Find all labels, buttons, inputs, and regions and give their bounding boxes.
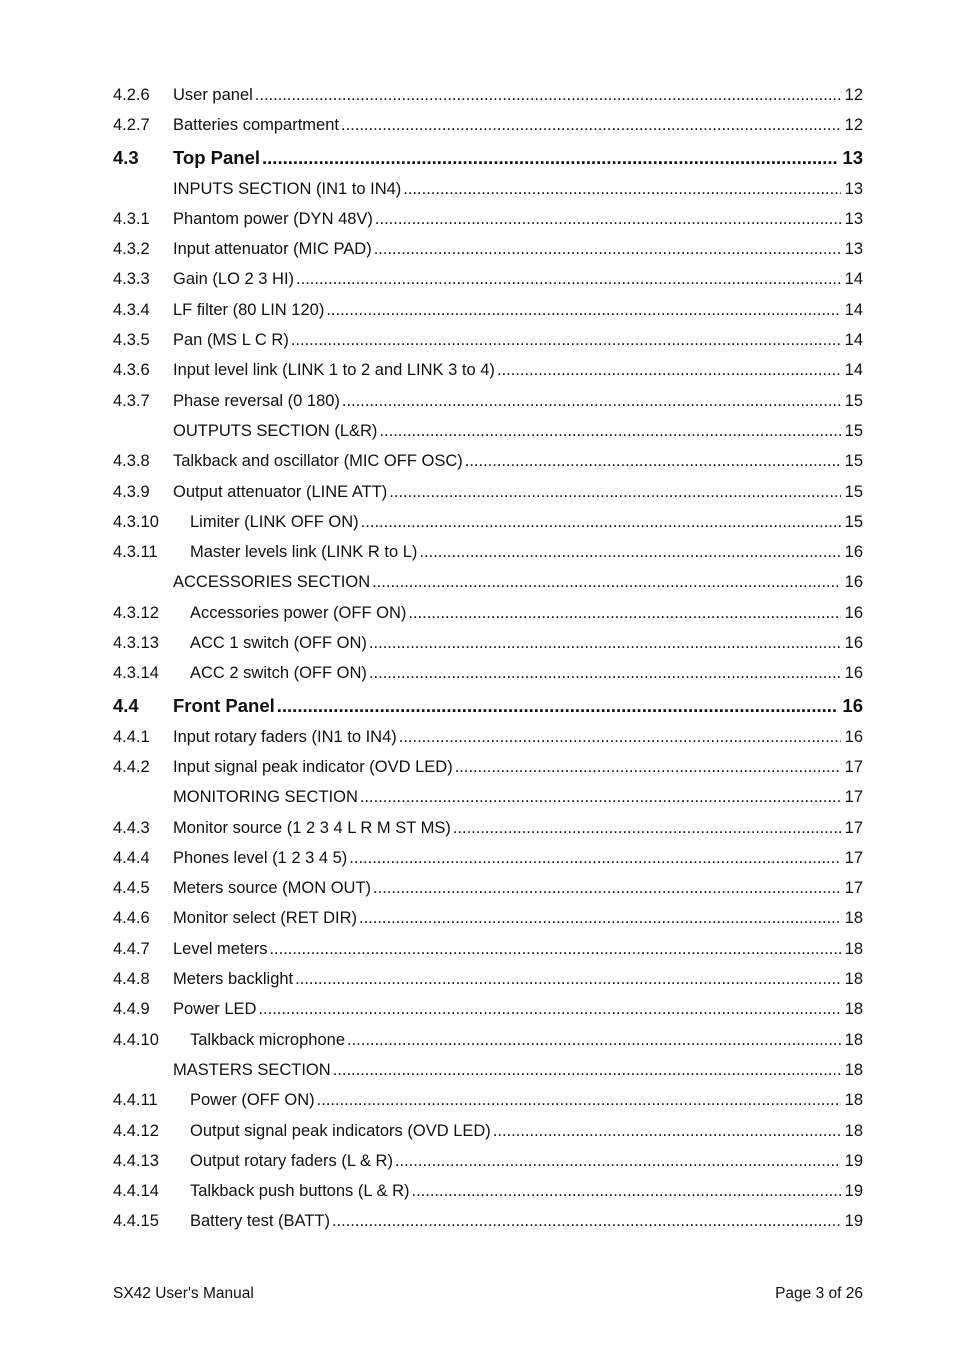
toc-entry-number: 4.3.7 <box>113 391 150 410</box>
toc-entry-body <box>173 147 863 169</box>
toc-entry[interactable] <box>113 301 863 331</box>
toc-entry[interactable] <box>113 1122 863 1152</box>
toc-entry-title: Output signal peak indicators (OVD LED) <box>190 1121 491 1140</box>
toc-entry-body <box>173 1061 863 1080</box>
toc-entry[interactable] <box>113 1182 863 1212</box>
toc-entry-body <box>173 758 863 777</box>
toc-entry-title: Batteries compartment <box>173 116 339 135</box>
toc-entry-body <box>173 513 863 532</box>
toc-page-number: 17 <box>844 788 863 807</box>
toc-page-number: 15 <box>844 452 863 471</box>
toc-dot-leader <box>349 849 840 868</box>
toc-dot-leader <box>374 240 841 259</box>
toc-page-number: 13 <box>844 209 863 228</box>
toc-entry-title: Top Panel <box>173 146 261 168</box>
toc-entry-number: 4.4.5 <box>113 879 150 898</box>
toc-dot-leader <box>412 1182 841 1201</box>
toc-entry-body <box>173 483 863 502</box>
toc-entry-number: 4.4.9 <box>113 1000 150 1019</box>
toc-entry-number: 4.4.1 <box>113 727 150 746</box>
toc-entry-title: LF filter (80 LIN 120) <box>173 300 325 319</box>
toc-entry[interactable] <box>113 361 863 391</box>
toc-entry-number: 4.4.4 <box>113 848 150 867</box>
toc-entry-body <box>173 1091 863 1110</box>
toc-entry-body <box>173 1122 863 1141</box>
toc-page-number: 19 <box>844 1212 863 1231</box>
toc-page-number: 14 <box>844 270 863 289</box>
toc-entry-number: 4.3.13 <box>113 634 159 653</box>
toc-entry-title: Power (OFF ON) <box>190 1091 315 1110</box>
toc-entry-number: 4.3.3 <box>113 270 150 289</box>
toc-entry-body <box>173 422 863 441</box>
toc-dot-leader <box>408 604 840 623</box>
toc-entry[interactable] <box>113 180 863 210</box>
toc-page-number: 16 <box>842 694 863 716</box>
toc-page-number: 18 <box>844 1030 863 1049</box>
toc-entry-title: Master levels link (LINK R to L) <box>190 543 418 562</box>
toc-section-heading[interactable] <box>113 147 863 180</box>
toc-entry[interactable] <box>113 758 863 788</box>
toc-page-number: 16 <box>844 573 863 592</box>
toc-dot-leader <box>255 86 841 105</box>
toc-page-number: 16 <box>844 664 863 683</box>
toc-entry-body <box>173 634 863 653</box>
toc-entry[interactable] <box>113 634 863 664</box>
toc-page-number: 15 <box>844 482 863 501</box>
toc-entry-title: INPUTS SECTION (IN1 to IN4) <box>173 179 402 198</box>
toc-page-number: 13 <box>844 179 863 198</box>
toc-entry-number: 4.4.11 <box>113 1091 158 1110</box>
toc-page-number: 16 <box>844 634 863 653</box>
toc-page-number: 19 <box>844 1151 863 1170</box>
toc-dot-leader <box>419 543 840 562</box>
toc-entry-body <box>173 909 863 928</box>
toc-entry-number: 4.4 <box>113 694 139 716</box>
toc-entry[interactable] <box>113 909 863 939</box>
toc-entry-number: 4.4.3 <box>113 818 150 837</box>
toc-entry-body <box>173 210 863 229</box>
toc-entry[interactable] <box>113 452 863 482</box>
toc-entry[interactable] <box>113 849 863 879</box>
toc-entry[interactable] <box>113 819 863 849</box>
toc-page-number: 16 <box>844 543 863 562</box>
toc-entry-number: 4.4.10 <box>113 1030 159 1049</box>
toc-entry[interactable] <box>113 573 863 603</box>
toc-entry-title: ACCESSORIES SECTION <box>173 573 371 592</box>
toc-entry-number: 4.3 <box>113 146 139 168</box>
toc-page-number: 16 <box>844 727 863 746</box>
toc-dot-leader <box>317 1091 841 1110</box>
toc-entry-title: MONITORING SECTION <box>173 788 358 807</box>
toc-entry-body <box>173 879 863 898</box>
toc-entry-number: 4.3.11 <box>113 543 158 562</box>
toc-entry-title: Input level link (LINK 1 to 2 and LINK 3 to 4) <box>173 361 495 380</box>
toc-dot-leader <box>326 301 840 320</box>
toc-entry-title: Limiter (LINK OFF ON) <box>190 512 359 531</box>
toc-entry-title: Power LED <box>173 1000 257 1019</box>
toc-entry-number: 4.2.7 <box>113 116 150 135</box>
toc-dot-leader <box>395 1152 841 1171</box>
toc-entry[interactable] <box>113 483 863 513</box>
toc-entry[interactable] <box>113 604 863 634</box>
toc-dot-leader <box>455 758 841 777</box>
toc-entry-title: Talkback and oscillator (MIC OFF OSC) <box>173 452 463 471</box>
footer-document-title: SX42 User's Manual <box>113 1285 254 1302</box>
toc-entry-body <box>173 392 863 411</box>
toc-entry-body <box>173 728 863 747</box>
toc-entry-number: 4.3.12 <box>113 603 159 622</box>
toc-entry[interactable] <box>113 513 863 543</box>
toc-entry-body <box>173 1152 863 1171</box>
toc-dot-leader <box>269 940 840 959</box>
toc-entry-number: 4.3.14 <box>113 664 159 683</box>
toc-entry-title: Output attenuator (LINE ATT) <box>173 482 388 501</box>
toc-entry[interactable] <box>113 1031 863 1061</box>
toc-dot-leader <box>359 909 841 928</box>
toc-entry[interactable] <box>113 422 863 452</box>
toc-dot-leader <box>332 1212 841 1231</box>
toc-entry[interactable] <box>113 970 863 1000</box>
toc-entry[interactable] <box>113 940 863 970</box>
toc-dot-leader <box>296 270 841 289</box>
toc-dot-leader <box>360 788 841 807</box>
toc-page-number: 17 <box>844 818 863 837</box>
toc-entry-title: ACC 1 switch (OFF ON) <box>190 634 367 653</box>
toc-dot-leader <box>342 392 841 411</box>
toc-dot-leader <box>369 634 841 653</box>
toc-entry-body <box>173 664 863 683</box>
toc-entry-title: Meters backlight <box>173 970 294 989</box>
toc-entry[interactable] <box>113 270 863 300</box>
toc-dot-leader <box>379 422 840 441</box>
toc-entry-number: 4.4.13 <box>113 1151 159 1170</box>
toc-entry[interactable] <box>113 728 863 758</box>
toc-entry[interactable] <box>113 664 863 694</box>
toc-entry[interactable] <box>113 240 863 270</box>
toc-entry-body <box>173 788 863 807</box>
toc-entry-title: Input rotary faders (IN1 to IN4) <box>173 727 397 746</box>
toc-dot-leader <box>369 664 841 683</box>
toc-entry-title: Phase reversal (0 180) <box>173 391 340 410</box>
toc-entry[interactable] <box>113 788 863 818</box>
toc-page-number: 18 <box>844 1121 863 1140</box>
toc-page-number: 14 <box>844 300 863 319</box>
toc-page-number: 13 <box>842 146 863 168</box>
toc-entry-number: 4.2.6 <box>113 86 150 104</box>
toc-dot-leader <box>341 116 841 135</box>
toc-dot-leader <box>375 210 841 229</box>
table-of-contents <box>113 86 863 1243</box>
toc-entry-title: Input signal peak indicator (OVD LED) <box>173 757 453 776</box>
toc-entry-number: 4.3.8 <box>113 452 150 471</box>
toc-dot-leader <box>291 331 841 350</box>
toc-page-number: 19 <box>844 1182 863 1201</box>
toc-dot-leader <box>453 819 841 838</box>
toc-entry-title: Output rotary faders (L & R) <box>190 1151 393 1170</box>
toc-entry-body <box>173 180 863 199</box>
toc-section-heading[interactable] <box>113 695 863 728</box>
toc-dot-leader <box>403 180 840 199</box>
toc-entry[interactable] <box>113 210 863 240</box>
toc-dot-leader <box>493 1122 841 1141</box>
toc-entry[interactable] <box>113 1061 863 1091</box>
toc-entry-title: OUTPUTS SECTION (L&R) <box>173 421 378 440</box>
toc-entry-title: Pan (MS L C R) <box>173 331 289 350</box>
toc-entry-number: 4.3.10 <box>113 512 159 531</box>
toc-entry[interactable] <box>113 1212 863 1242</box>
toc-entry[interactable] <box>113 392 863 422</box>
toc-dot-leader <box>262 147 838 169</box>
toc-page-number: 12 <box>844 86 863 104</box>
toc-entry-body <box>173 940 863 959</box>
toc-dot-leader <box>399 728 841 747</box>
toc-entry-body <box>173 361 863 380</box>
toc-entry-body <box>173 695 863 717</box>
toc-entry-number: 4.4.15 <box>113 1212 159 1231</box>
toc-dot-leader <box>372 573 841 592</box>
toc-entry-title: Gain (LO 2 3 HI) <box>173 270 295 289</box>
toc-dot-leader <box>277 695 839 717</box>
toc-entry-body <box>173 240 863 259</box>
toc-entry[interactable] <box>113 879 863 909</box>
toc-entry-title: Meters source (MON OUT) <box>173 879 372 898</box>
toc-entry-number: 4.3.4 <box>113 300 150 319</box>
toc-entry-number: 4.3.6 <box>113 361 150 380</box>
toc-dot-leader <box>373 879 841 898</box>
toc-page-number: 18 <box>844 970 863 989</box>
toc-entry-number: 4.4.2 <box>113 757 150 776</box>
toc-entry-body <box>173 116 863 135</box>
toc-page-number: 15 <box>844 512 863 531</box>
toc-dot-leader <box>258 1000 840 1019</box>
toc-page-number: 17 <box>844 879 863 898</box>
toc-entry[interactable] <box>113 543 863 573</box>
toc-entry-title: Level meters <box>173 939 268 958</box>
toc-page-number: 18 <box>844 1060 863 1079</box>
toc-entry-title: Input attenuator (MIC PAD) <box>173 240 372 259</box>
toc-entry-title: User panel <box>173 86 253 104</box>
toc-entry-number: 4.4.8 <box>113 970 150 989</box>
toc-entry-number: 4.3.1 <box>113 209 150 228</box>
toc-page-number: 18 <box>844 1000 863 1019</box>
toc-entry-body <box>173 970 863 989</box>
toc-page-number: 15 <box>844 421 863 440</box>
toc-page-number: 16 <box>844 603 863 622</box>
toc-entry-body <box>173 849 863 868</box>
toc-page-number: 15 <box>844 391 863 410</box>
toc-entry-number: 4.4.7 <box>113 939 150 958</box>
toc-entry-body <box>173 604 863 623</box>
toc-dot-leader <box>361 513 841 532</box>
toc-entry-title: Accessories power (OFF ON) <box>190 603 407 622</box>
toc-entry-title: ACC 2 switch (OFF ON) <box>190 664 367 683</box>
toc-entry[interactable] <box>113 1000 863 1030</box>
toc-page-number: 13 <box>844 240 863 259</box>
toc-entry-title: Talkback microphone <box>190 1030 345 1049</box>
toc-entry[interactable] <box>113 86 863 116</box>
toc-entry-number: 4.4.6 <box>113 909 150 928</box>
toc-entry-body <box>173 573 863 592</box>
footer-page-number: Page 3 of 26 <box>775 1285 863 1302</box>
toc-dot-leader <box>465 452 841 471</box>
toc-entry-body <box>173 270 863 289</box>
toc-entry-title: Front Panel <box>173 694 275 716</box>
toc-dot-leader <box>295 970 841 989</box>
toc-entry[interactable] <box>113 1091 863 1121</box>
toc-dot-leader <box>389 483 840 502</box>
toc-entry-number: 4.3.2 <box>113 240 150 259</box>
toc-entry-title: MASTERS SECTION <box>173 1060 331 1079</box>
toc-entry-number: 4.3.9 <box>113 482 150 501</box>
toc-entry-body <box>173 452 863 471</box>
toc-entry[interactable] <box>113 1152 863 1182</box>
toc-dot-leader <box>497 361 841 380</box>
toc-entry-body <box>173 1212 863 1231</box>
toc-page-number: 18 <box>844 939 863 958</box>
toc-page-number: 17 <box>844 848 863 867</box>
toc-page-number: 18 <box>844 1091 863 1110</box>
toc-entry-title: Battery test (BATT) <box>190 1212 330 1231</box>
page-footer <box>113 1285 863 1303</box>
toc-entry-body <box>173 543 863 562</box>
toc-entry[interactable] <box>113 331 863 361</box>
toc-entry-title: Monitor select (RET DIR) <box>173 909 357 928</box>
toc-page-number: 14 <box>844 361 863 380</box>
toc-dot-leader <box>333 1061 841 1080</box>
toc-entry-body <box>173 1182 863 1201</box>
toc-page-number: 18 <box>844 909 863 928</box>
toc-entry-title: Phones level (1 2 3 4 5) <box>173 848 348 867</box>
toc-entry-number: 4.4.12 <box>113 1121 159 1140</box>
toc-entry-title: Talkback push buttons (L & R) <box>190 1182 410 1201</box>
toc-entry-body <box>173 86 863 105</box>
toc-entry[interactable] <box>113 116 863 146</box>
toc-dot-leader <box>347 1031 841 1050</box>
toc-page-number: 12 <box>844 116 863 135</box>
toc-entry-body <box>173 1000 863 1019</box>
toc-page-number: 17 <box>844 757 863 776</box>
toc-entry-body <box>173 819 863 838</box>
toc-entry-number: 4.3.5 <box>113 331 150 350</box>
toc-entry-title: Phantom power (DYN 48V) <box>173 209 373 228</box>
toc-entry-body <box>173 1031 863 1050</box>
toc-entry-body <box>173 301 863 320</box>
toc-entry-title: Monitor source (1 2 3 4 L R M ST MS) <box>173 818 451 837</box>
toc-page-number: 14 <box>844 331 863 350</box>
toc-entry-body <box>173 331 863 350</box>
toc-entry-number: 4.4.14 <box>113 1182 159 1201</box>
